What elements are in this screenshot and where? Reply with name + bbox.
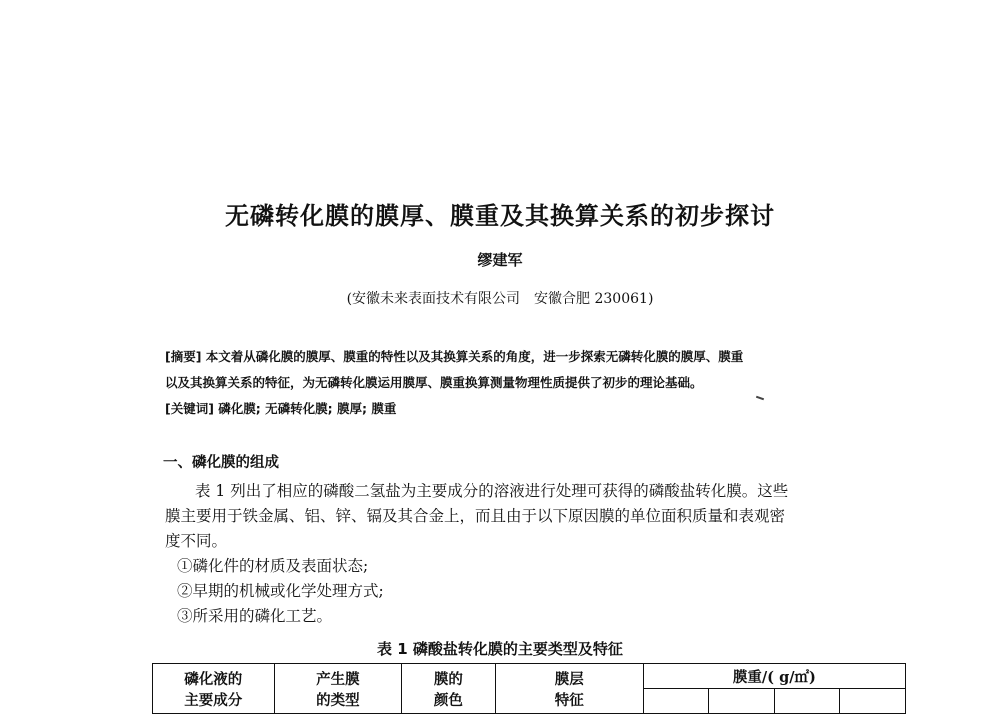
affiliation-location: 安徽合肥 230061) — [534, 291, 654, 307]
table-caption: 表 1 磷酸盐转化膜的主要类型及特征 — [377, 640, 623, 658]
subheader-cell — [840, 689, 906, 714]
section-heading: 一、磷化膜的组成 — [163, 455, 279, 471]
list-item: ①磷化件的材质及表面状态; — [177, 557, 369, 575]
table-container — [152, 663, 906, 723]
header-cell-film-weight: 膜重/( g/㎡) — [643, 664, 905, 689]
header-cell: 膜的 颜色 — [402, 664, 496, 714]
list-item: ③所采用的磷化工艺。 — [177, 607, 333, 625]
keywords-line: [关键词] 磷化膜; 无磷转化膜; 膜厚; 膜重 — [165, 401, 397, 416]
abstract-line: [摘要] 本文着从磷化膜的膜厚、膜重的特性以及其换算关系的角度，进一步探索无磷转化膜的膜厚、膜重 — [165, 349, 744, 364]
paragraph-line: 表 1 列出了相应的磷酸二氢盐为主要成分的溶液进行处理可获得的磷酸盐转化膜。这些 — [195, 482, 789, 500]
header-cell: 产生膜 的类型 — [274, 664, 402, 714]
abstract-block — [165, 344, 865, 422]
author-name: 缪建军 — [477, 251, 523, 269]
table-header-row — [153, 664, 906, 689]
subheader-cell — [709, 689, 775, 714]
data-table — [152, 663, 906, 714]
header-cell: 膜层 特征 — [495, 664, 643, 714]
paragraph-line: 度不同。 — [165, 532, 228, 550]
section-body — [165, 479, 865, 629]
subheader-cell — [774, 689, 840, 714]
abstract-line: 以及其换算关系的特征，为无磷转化膜运用膜厚、膜重换算测量物理性质提供了初步的理论基础。 — [165, 375, 703, 390]
subheader-cell — [643, 689, 709, 714]
paragraph-line: 膜主要用于铁金属、铝、锌、镉及其合金上，而且由于以下原因膜的单位面积质量和表观密 — [165, 507, 786, 525]
paper-title: 无磷转化膜的膜厚、膜重及其换算关系的初步探讨 — [225, 202, 775, 230]
header-cell: 磷化液的 主要成分 — [153, 664, 275, 714]
affiliation — [0, 288, 1000, 308]
list-item: ②早期的机械或化学处理方式; — [177, 582, 384, 600]
affiliation-org: (安徽未来表面技术有限公司 — [346, 291, 521, 307]
